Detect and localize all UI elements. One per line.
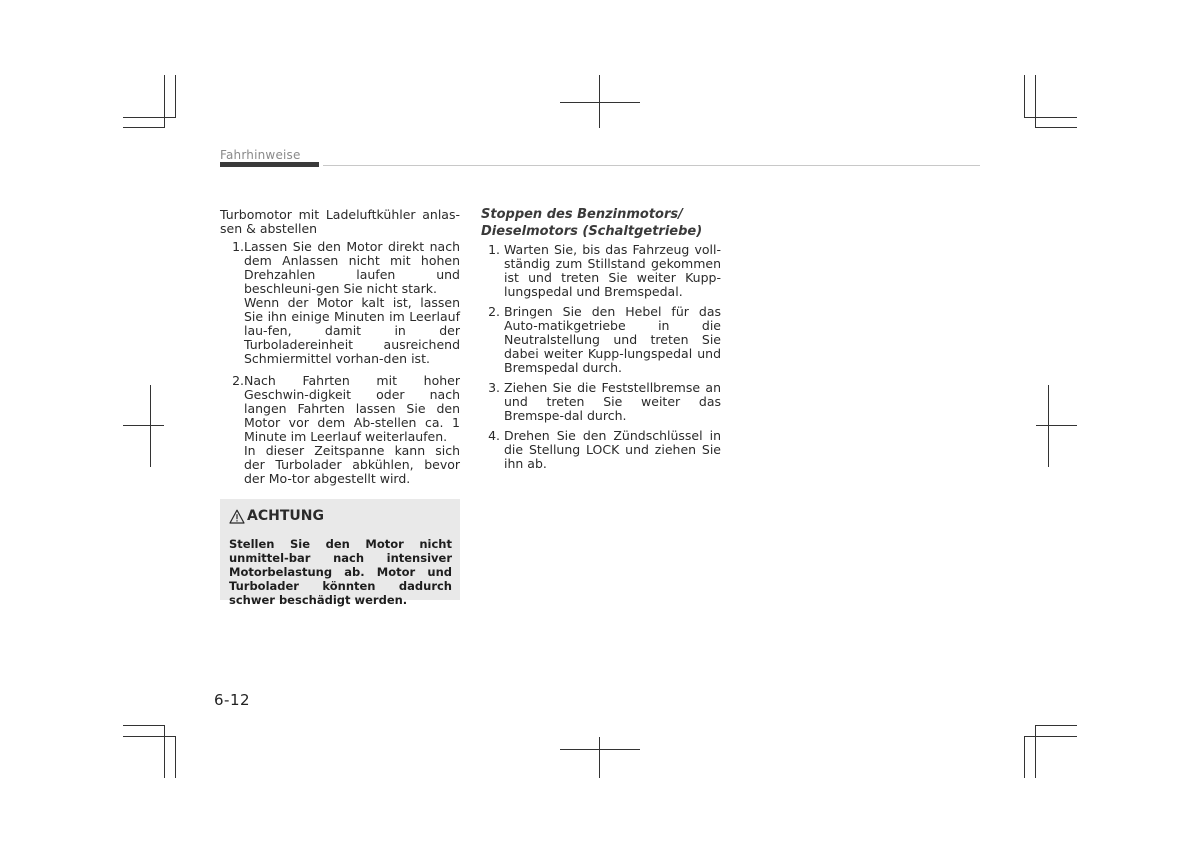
- list-item-number: 1.: [488, 242, 500, 257]
- section-title-line: Stoppen des Benzinmotors/: [481, 207, 683, 222]
- list-item: [220, 240, 460, 366]
- right-column: [481, 206, 721, 477]
- list-item: [220, 374, 460, 486]
- header-accent-bar: [220, 162, 319, 167]
- section-title-line: Dieselmotors (Schaltgetriebe): [481, 224, 703, 239]
- left-column: [220, 208, 460, 492]
- caution-box: [220, 499, 460, 607]
- list-item-text: Ziehen Sie die Feststellbremse an und treten Sie weiter das Bremspe-dal durch.: [504, 380, 721, 423]
- list-item: [481, 429, 721, 471]
- list-item-text: Warten Sie, bis das Fahrzeug voll-ständig zum Stillstand gekommen ist und treten Sie weiter Kupp-lungspedal und Bremspedal.: [504, 242, 721, 299]
- caution-header: [229, 507, 452, 525]
- list-item-number: 2.: [488, 304, 500, 319]
- list-item-number: 1.: [232, 239, 244, 254]
- list-item-text: Nach Fahrten mit hoher Geschwin-digkeit oder nach langen Fahrten lassen Sie den Motor vor dem Ab-stellen ca. 1 Minute im Leerlauf weiterlaufen.: [244, 373, 460, 444]
- list-item: [481, 243, 721, 299]
- list-item-number: 2.: [232, 373, 244, 388]
- list-item-number: 4.: [488, 428, 500, 443]
- page-header: [220, 148, 980, 168]
- list-item: [481, 381, 721, 423]
- list-item-text: Drehen Sie den Zündschlüssel in die Stellung LOCK und ziehen Sie ihn ab.: [504, 428, 721, 471]
- list-item-text: In dieser Zeitspanne kann sich der Turbolader abkühlen, bevor der Mo-tor abgestellt wird.: [244, 443, 460, 486]
- header-rule: [323, 165, 980, 166]
- section-title: [481, 206, 721, 240]
- page-number: 6-12: [214, 691, 251, 709]
- list-item-text: Lassen Sie den Motor direkt nach dem Anlassen nicht mit hohen Drehzahlen laufen und beschleuni-gen Sie nicht stark.: [244, 239, 460, 296]
- caution-title: ACHTUNG: [247, 508, 324, 524]
- caution-text: Stellen Sie den Motor nicht unmittel-bar nach intensiver Motorbelastung ab. Motor und Turbolader könnten dadurch schwer beschädigt werden.: [229, 537, 452, 607]
- list-item-number: 3.: [488, 380, 500, 395]
- list-item-text: Wenn der Motor kalt ist, lassen Sie ihn einige Minuten im Leerlauf lau-fen, damit in der Turboladereinheit ausreichend Schmiermittel vorhan-den ist.: [244, 295, 460, 366]
- warning-triangle-icon: [229, 509, 245, 524]
- list-item: [481, 305, 721, 375]
- section-header-title: Fahrhinweise: [220, 148, 301, 162]
- list-item-text: Bringen Sie den Hebel für das Auto-matikgetriebe in die Neutralstellung und treten Sie dabei weiter Kupp-lungspedal und Bremspedal durch.: [504, 304, 721, 375]
- intro-heading: Turbomotor mit Ladeluftkühler anlas-sen & abstellen: [220, 207, 460, 236]
